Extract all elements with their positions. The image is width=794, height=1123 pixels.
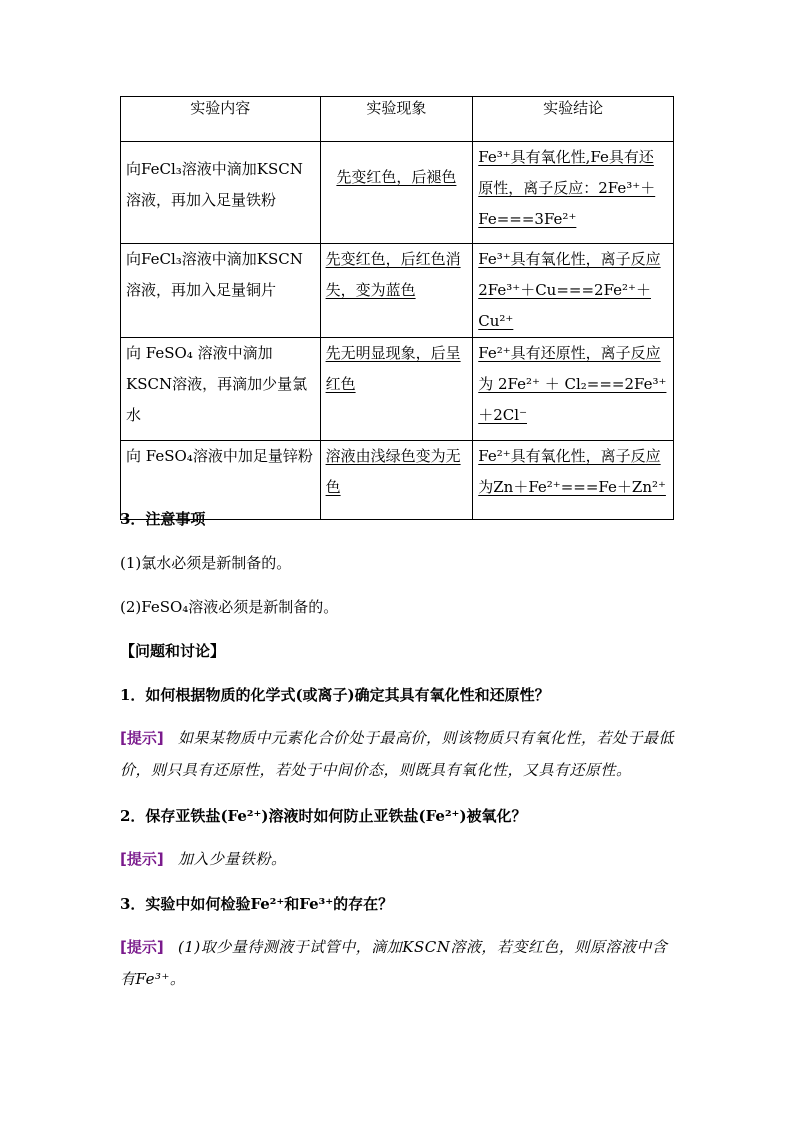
cell-phenomenon: 先无明显现象，后呈红色 [320,338,473,441]
answer-2-text: 加入少量铁粉。 [178,850,287,868]
answer-3 [120,931,680,995]
note-item-2: (2)FeSO₄溶液必须是新制备的。 [120,598,339,616]
question-2: 2．保存亚铁盐(Fe²⁺)溶液时如何防止亚铁盐(Fe²⁺)被氧化？ [120,807,527,825]
hint-label: [提示] [120,938,164,956]
answer-1 [120,722,680,786]
header-conclusion: 实验结论 [473,97,674,142]
question-3: 3．实验中如何检验Fe²⁺和Fe³⁺的存在？ [120,895,394,913]
cell-phenomenon: 溶液由浅绿色变为无色 [320,441,473,520]
hint-label: [提示] [120,850,164,868]
cell-conclusion: Fe²⁺具有还原性，离子反应为 2Fe²⁺ ＋ Cl₂===2Fe³⁺ ＋2Cl⁻ [473,338,674,441]
cell-conclusion: Fe³⁺具有氧化性，离子反应2Fe³⁺＋Cu===2Fe²⁺＋Cu²⁺ [473,244,674,338]
table-header-row [121,97,674,142]
cell-content: 向FeCl₃溶液中滴加KSCN溶液，再加入足量铜片 [121,244,321,338]
table-row [121,244,674,338]
cell-content: 向 FeSO₄ 溶液中滴加KSCN溶液，再滴加少量氯水 [121,338,321,441]
cell-content: 向FeCl₃溶液中滴加KSCN溶液，再加入足量铁粉 [121,142,321,244]
cell-phenomenon: 先变红色，后红色消失，变为蓝色 [320,244,473,338]
answer-1-text: 如果某物质中元素化合价处于最高价，则该物质只有氧化性，若处于最低价，则只具有还原性，若处于中间价态，则既具有氧化性，又具有还原性。 [120,729,675,779]
cell-phenomenon: 先变红色，后褪色 [320,142,473,244]
discussion-heading: 【问题和讨论】 [120,642,226,660]
header-phenomenon: 实验现象 [320,97,473,142]
experiment-table [120,96,674,520]
hint-label: [提示] [120,729,164,747]
notes-heading: 3．注意事项 [120,510,206,528]
answer-3-text: (1)取少量待测液于试管中，滴加KSCN溶液，若变红色，则原溶液中含有Fe³⁺。 [120,938,668,988]
cell-conclusion: Fe²⁺具有氧化性，离子反应为Zn＋Fe²⁺===Fe＋Zn²⁺ [473,441,674,520]
question-1: 1．如何根据物质的化学式(或离子)确定其具有氧化性和还原性？ [120,686,550,704]
cell-conclusion: Fe³⁺具有氧化性,Fe具有还原性，离子反应：2Fe³⁺＋Fe===3Fe²⁺ [473,142,674,244]
answer-2 [120,843,680,875]
table-row [121,338,674,441]
header-content: 实验内容 [121,97,321,142]
note-item-1: (1)氯水必须是新制备的。 [120,554,292,572]
cell-content: 向 FeSO₄溶液中加足量锌粉 [121,441,321,520]
table-row [121,142,674,244]
